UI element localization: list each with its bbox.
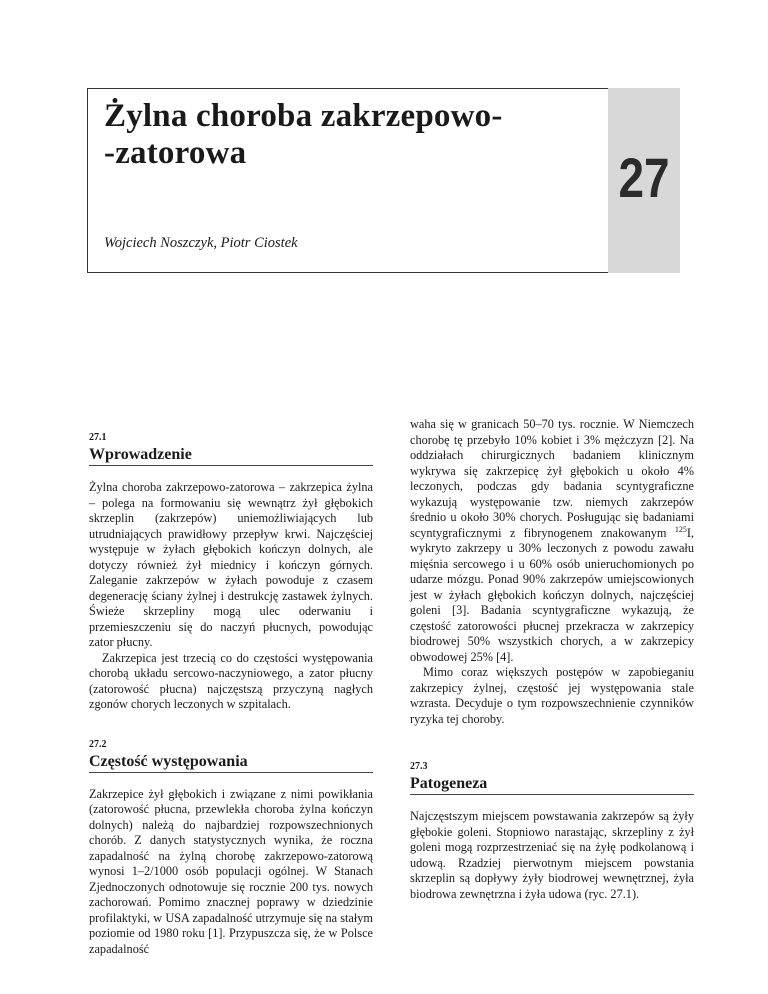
section-rule <box>410 794 694 795</box>
spacer <box>410 727 694 761</box>
right-column <box>410 417 694 902</box>
section-heading-27-3 <box>410 761 694 795</box>
section-title: Wprowadzenie <box>89 446 192 463</box>
chapter-title <box>104 98 624 172</box>
section-number: 27.3 <box>410 761 428 772</box>
paragraph: Zakrzepica jest trzecią co do częstości występowania chorobą układu sercowo-naczyniowego, a zator płucny (zatorowość płucna) najczęstszą przyczyną nagłych zgonów chorych leczonych w szpitalach. <box>89 650 373 711</box>
section-rule <box>89 465 373 466</box>
chapter-title-line-1: Żylna choroba zakrzepowo- <box>104 98 503 134</box>
left-column <box>89 432 373 957</box>
chapter-number: 27 <box>618 146 670 209</box>
paragraph: Najczęstszym miejscem powstawania zakrzepów są żyły głębokie goleni. Stopniowo narastając, skrzepliny z żył goleni mogą rozprzestrzeniać się na żyłę podkolanową i udową. Rzadziej pierwotnym miejscem powstania skrzeplin są dopływy żyły biodrowej wewnętrznej, żyła biodrowa zewnętrzna i żyła udowa (ryc. 27.1). <box>410 809 694 901</box>
paragraph: Mimo coraz większych postępów w zapobieganiu zakrzepicy żylnej, częstość jej występowania stale wzrasta. Decyduje o tym rozpowszechnienie czynników ryzyka tej choroby. <box>410 665 694 726</box>
paragraph-text: waha się w granicach 50–70 tys. rocznie. W Niemczech chorobę tę przebyło 10% kobiet i 3% mężczyzn [2]. Na oddziałach chirurgicznych badaniem klinicznym wykrywa się zakrzepicę żył głębokich u około 4% leczonych, podczas gdy badania scyntygraficzne wykazują występowanie tzw. niemych zakrzepów średnio u około 30% chorych. Posługując się badaniami scyntygraficznymi z fibrynogenem znakowanym <box>410 417 694 540</box>
spacer <box>89 713 373 739</box>
section-heading-27-2 <box>89 739 373 773</box>
paragraph-continued <box>410 417 694 665</box>
section-title: Częstość występowania <box>89 752 248 770</box>
isotope-superscript: 125 <box>674 524 687 534</box>
section-number: 27.1 <box>89 432 107 443</box>
section-title: Patogeneza <box>410 775 488 792</box>
paragraph: Zakrzepice żył głębokich i związane z nimi powikłania (zatorowość płucna, przewlekła choroba żylna kończyn dolnych) należą do najbardziej rozpowszechnionych chorób. Z danych statystycznych wynika, że roczna zapadalność na żylną chorobę zakrzepowo-zatorową wynosi 1–2/1000 osób populacji ogólnej. W Stanach Zjednoczonych odnotowuje się rocznie 200 tys. nowych zachorowań. Pomimo znacznej poprawy w dziedzinie profilaktyki, w USA zapadalność utrzymuje się na stałym poziomie od 1980 roku [1]. Przypuszcza się, że w Polsce zapadalność <box>89 786 373 956</box>
section-rule <box>89 772 373 773</box>
paragraph: Żylna choroba zakrzepowo-zatorowa – zakrzepica żylna – polega na formowaniu się wewnątrz żył głębokich skrzeplin (zakrzepów) uniemożliwiających lub utrudniających prawidłowy przepływ krwi. Najczęściej występuje w żyłach głębokich kończyn dolnych, ale dotyczy również żył miednicy i kończyn górnych. Zaleganie zakrzepów w żyłach powoduje z czasem degenerację ściany żylnej i destrukcję zastawek żylnych. Świeże skrzepliny mogą ulec oderwaniu i przemieszczeniu się do naczyń płucnych, powodując zator płucny. <box>89 480 373 649</box>
section-number: 27.2 <box>89 738 107 750</box>
paragraph-text: I, wykryto zakrzepy u 30% leczonych z powodu zawału mięśnia sercowego i u 60% osób unieruchomionych po udarze mózgu. Ponad 90% zakrzepów umiejscowionych jest w żyłach głębokich kończyn dolnych, najczęściej goleni [3]. Badania scyntygraficzne wykazują, że częstość zatorowości płucnej przekracza w zakrzepicy biodrowej 50% wszystkich chorych, a w zakrzepicy obwodowej 25% [4]. <box>410 525 694 664</box>
section-heading-27-1 <box>89 432 373 466</box>
chapter-authors: Wojciech Noszczyk, Piotr Ciostek <box>104 235 298 251</box>
chapter-title-line-2: -zatorowa <box>104 135 247 171</box>
